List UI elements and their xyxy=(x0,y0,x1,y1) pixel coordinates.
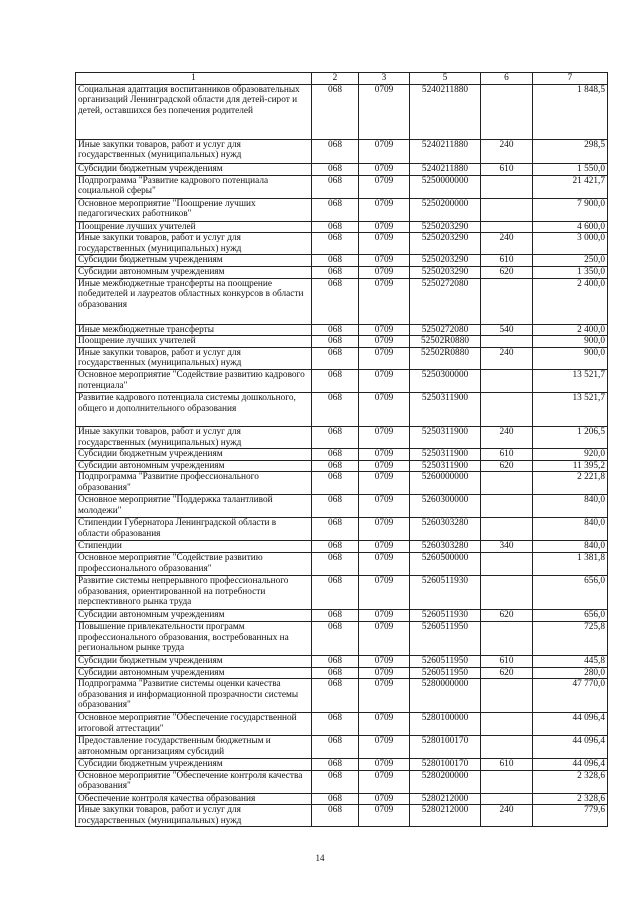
row-section-cell: 0709 xyxy=(359,278,410,324)
table-row xyxy=(76,426,608,448)
row-section-cell: 0709 xyxy=(359,575,410,609)
row-target-cell: 5250203290 xyxy=(410,255,481,267)
row-expense-type-cell xyxy=(481,793,533,805)
row-amount-cell: 1 848,5 xyxy=(533,84,608,139)
header-cell: 2 xyxy=(312,73,359,85)
row-target-cell: 5250300000 xyxy=(410,369,481,392)
row-section-cell: 0709 xyxy=(359,139,410,163)
row-code-cell: 068 xyxy=(312,759,359,771)
row-expense-type-cell: 610 xyxy=(481,449,533,461)
page-number: 14 xyxy=(315,853,325,863)
row-expense-type-cell xyxy=(481,552,533,575)
row-amount-cell: 840,0 xyxy=(533,541,608,553)
row-expense-type-cell xyxy=(481,336,533,348)
row-section-cell: 0709 xyxy=(359,221,410,233)
row-amount-cell: 1 206,5 xyxy=(533,426,608,448)
row-target-cell: 5240211880 xyxy=(410,139,481,163)
row-amount-cell: 840,0 xyxy=(533,518,608,541)
row-code-cell: 068 xyxy=(312,609,359,621)
table-row xyxy=(76,655,608,667)
table-row xyxy=(76,518,608,541)
row-name-cell: Основное мероприятие "Обеспечение контроля качества образования" xyxy=(76,770,312,793)
budget-table xyxy=(75,72,608,827)
table-row xyxy=(76,233,608,255)
row-section-cell: 0709 xyxy=(359,713,410,736)
row-expense-type-cell: 620 xyxy=(481,667,533,679)
header-cell: 5 xyxy=(410,73,481,85)
table-row xyxy=(76,324,608,336)
row-section-cell: 0709 xyxy=(359,793,410,805)
row-name-cell: Поощрение лучших учителей xyxy=(76,336,312,348)
row-name-cell: Стипендии Губернатора Ленинградской области в области образования xyxy=(76,518,312,541)
row-section-cell: 0709 xyxy=(359,759,410,771)
row-target-cell: 5260511930 xyxy=(410,609,481,621)
table-body xyxy=(76,84,608,827)
row-amount-cell: 2 328,6 xyxy=(533,770,608,793)
row-code-cell: 068 xyxy=(312,495,359,518)
row-section-cell: 0709 xyxy=(359,392,410,426)
row-section-cell: 0709 xyxy=(359,369,410,392)
row-target-cell: 5280200000 xyxy=(410,770,481,793)
table-row xyxy=(76,347,608,369)
row-expense-type-cell xyxy=(481,392,533,426)
row-expense-type-cell: 610 xyxy=(481,163,533,175)
row-target-cell: 5240211880 xyxy=(410,163,481,175)
row-amount-cell: 656,0 xyxy=(533,575,608,609)
row-target-cell: 5250203290 xyxy=(410,266,481,278)
row-name-cell: Субсидии автономным учреждениям xyxy=(76,667,312,679)
row-section-cell: 0709 xyxy=(359,667,410,679)
row-target-cell: 5260511950 xyxy=(410,655,481,667)
row-code-cell: 068 xyxy=(312,266,359,278)
row-name-cell: Субсидии бюджетным учреждениям xyxy=(76,163,312,175)
row-name-cell: Субсидии автономным учреждениям xyxy=(76,460,312,472)
row-expense-type-cell: 610 xyxy=(481,655,533,667)
row-target-cell: 5250311900 xyxy=(410,426,481,448)
row-code-cell: 068 xyxy=(312,336,359,348)
row-target-cell: 5250200000 xyxy=(410,198,481,221)
row-section-cell: 0709 xyxy=(359,426,410,448)
row-name-cell: Развитие системы непрерывного профессионального образования, ориентированной на потребности перспективного рынка труда xyxy=(76,575,312,609)
row-expense-type-cell xyxy=(481,679,533,713)
row-target-cell: 5260300000 xyxy=(410,495,481,518)
row-expense-type-cell: 620 xyxy=(481,460,533,472)
table-row xyxy=(76,175,608,198)
table-row xyxy=(76,541,608,553)
row-code-cell: 068 xyxy=(312,369,359,392)
table-row xyxy=(76,369,608,392)
row-amount-cell: 44 096,4 xyxy=(533,759,608,771)
row-expense-type-cell xyxy=(481,713,533,736)
row-name-cell: Социальная адаптация воспитанников образовательных организаций Ленинградской области для детей-сирот и детей, оставшихся без попечения родителей xyxy=(76,84,312,139)
row-name-cell: Обеспечение контроля качества образования xyxy=(76,793,312,805)
row-section-cell: 0709 xyxy=(359,347,410,369)
table-row xyxy=(76,139,608,163)
table-row xyxy=(76,495,608,518)
row-code-cell: 068 xyxy=(312,667,359,679)
row-expense-type-cell: 240 xyxy=(481,139,533,163)
row-section-cell: 0709 xyxy=(359,541,410,553)
table-row xyxy=(76,266,608,278)
table-row xyxy=(76,84,608,139)
row-amount-cell: 1 350,0 xyxy=(533,266,608,278)
row-amount-cell: 3 000,0 xyxy=(533,233,608,255)
row-code-cell: 068 xyxy=(312,679,359,713)
row-name-cell: Стипендии xyxy=(76,541,312,553)
row-section-cell: 0709 xyxy=(359,609,410,621)
row-code-cell: 068 xyxy=(312,770,359,793)
row-name-cell: Субсидии автономным учреждениям xyxy=(76,266,312,278)
row-target-cell: 52502R0880 xyxy=(410,347,481,369)
row-section-cell: 0709 xyxy=(359,552,410,575)
row-expense-type-cell: 240 xyxy=(481,805,533,827)
row-target-cell: 5260303280 xyxy=(410,518,481,541)
row-section-cell: 0709 xyxy=(359,336,410,348)
row-code-cell: 068 xyxy=(312,198,359,221)
row-target-cell: 5260511930 xyxy=(410,575,481,609)
row-code-cell: 068 xyxy=(312,84,359,139)
table-row xyxy=(76,667,608,679)
row-expense-type-cell xyxy=(481,198,533,221)
row-code-cell: 068 xyxy=(312,139,359,163)
row-target-cell: 5250311900 xyxy=(410,460,481,472)
row-name-cell: Иные закупки товаров, работ и услуг для государственных (муниципальных) нужд xyxy=(76,347,312,369)
header-cell: 7 xyxy=(533,73,608,85)
row-code-cell: 068 xyxy=(312,392,359,426)
row-code-cell: 068 xyxy=(312,221,359,233)
row-amount-cell: 298,5 xyxy=(533,139,608,163)
row-target-cell: 5240211880 xyxy=(410,84,481,139)
row-expense-type-cell xyxy=(481,621,533,655)
row-expense-type-cell: 620 xyxy=(481,609,533,621)
row-code-cell: 068 xyxy=(312,805,359,827)
row-expense-type-cell: 540 xyxy=(481,324,533,336)
row-name-cell: Поощрение лучших учителей xyxy=(76,221,312,233)
row-code-cell: 068 xyxy=(312,713,359,736)
row-name-cell: Иные межбюджетные трансферты xyxy=(76,324,312,336)
row-amount-cell: 840,0 xyxy=(533,495,608,518)
row-section-cell: 0709 xyxy=(359,460,410,472)
row-expense-type-cell: 340 xyxy=(481,541,533,553)
row-section-cell: 0709 xyxy=(359,495,410,518)
row-section-cell: 0709 xyxy=(359,679,410,713)
row-expense-type-cell: 240 xyxy=(481,233,533,255)
row-code-cell: 068 xyxy=(312,278,359,324)
header-cell: 6 xyxy=(481,73,533,85)
table-row xyxy=(76,805,608,827)
table-row xyxy=(76,472,608,495)
row-target-cell: 52502R0880 xyxy=(410,336,481,348)
row-expense-type-cell xyxy=(481,84,533,139)
row-name-cell: Подпрограмма "Развитие системы оценки качества образования и информационной прозрачности системы образования" xyxy=(76,679,312,713)
row-name-cell: Предоставление государственным бюджетным и автономным организациям субсидий xyxy=(76,736,312,759)
header-cell: 1 xyxy=(76,73,312,85)
row-target-cell: 5250203290 xyxy=(410,221,481,233)
table-row xyxy=(76,392,608,426)
table-row xyxy=(76,679,608,713)
row-expense-type-cell xyxy=(481,278,533,324)
table-row xyxy=(76,736,608,759)
row-section-cell: 0709 xyxy=(359,655,410,667)
row-name-cell: Основное мероприятие "Содействие развитию кадрового потенциала" xyxy=(76,369,312,392)
row-section-cell: 0709 xyxy=(359,621,410,655)
row-amount-cell: 725,8 xyxy=(533,621,608,655)
row-name-cell: Подпрограмма "Развитие профессионального образования" xyxy=(76,472,312,495)
row-expense-type-cell: 620 xyxy=(481,266,533,278)
row-amount-cell: 7 900,0 xyxy=(533,198,608,221)
row-amount-cell: 2 400,0 xyxy=(533,278,608,324)
row-name-cell: Иные межбюджетные трансферты на поощрение победителей и лауреатов областных конкурсов в области образования xyxy=(76,278,312,324)
row-section-cell: 0709 xyxy=(359,449,410,461)
row-expense-type-cell xyxy=(481,575,533,609)
table-row xyxy=(76,336,608,348)
row-target-cell: 5250311900 xyxy=(410,392,481,426)
row-amount-cell: 13 521,7 xyxy=(533,392,608,426)
row-amount-cell: 1 550,0 xyxy=(533,163,608,175)
row-code-cell: 068 xyxy=(312,736,359,759)
table-row xyxy=(76,609,608,621)
row-amount-cell: 900,0 xyxy=(533,336,608,348)
row-amount-cell: 656,0 xyxy=(533,609,608,621)
row-section-cell: 0709 xyxy=(359,770,410,793)
row-name-cell: Иные закупки товаров, работ и услуг для государственных (муниципальных) нужд xyxy=(76,233,312,255)
row-name-cell: Субсидии бюджетным учреждениям xyxy=(76,759,312,771)
row-code-cell: 068 xyxy=(312,324,359,336)
row-expense-type-cell: 610 xyxy=(481,759,533,771)
row-amount-cell: 2 221,8 xyxy=(533,472,608,495)
row-name-cell: Повышение привлекательности программ профессионального образования, востребованных на региональном рынке труда xyxy=(76,621,312,655)
row-name-cell: Основное мероприятие "Поддержка талантливой молодежи" xyxy=(76,495,312,518)
row-target-cell: 5250272080 xyxy=(410,278,481,324)
row-code-cell: 068 xyxy=(312,793,359,805)
row-expense-type-cell xyxy=(481,221,533,233)
row-expense-type-cell xyxy=(481,495,533,518)
row-target-cell: 5280100170 xyxy=(410,759,481,771)
row-amount-cell: 250,0 xyxy=(533,255,608,267)
row-name-cell: Развитие кадрового потенциала системы дошкольного, общего и дополнительного образования xyxy=(76,392,312,426)
row-target-cell: 5250311900 xyxy=(410,449,481,461)
table-row xyxy=(76,460,608,472)
row-amount-cell: 13 521,7 xyxy=(533,369,608,392)
row-code-cell: 068 xyxy=(312,472,359,495)
table-row xyxy=(76,449,608,461)
row-name-cell: Субсидии бюджетным учреждениям xyxy=(76,255,312,267)
row-name-cell: Основное мероприятие "Поощрение лучших педагогических работников" xyxy=(76,198,312,221)
row-name-cell: Основное мероприятие "Обеспечение государственной итоговой аттестации" xyxy=(76,713,312,736)
row-amount-cell: 1 381,8 xyxy=(533,552,608,575)
row-target-cell: 5280212000 xyxy=(410,805,481,827)
row-section-cell: 0709 xyxy=(359,84,410,139)
row-amount-cell: 47 770,0 xyxy=(533,679,608,713)
table-row xyxy=(76,552,608,575)
row-code-cell: 068 xyxy=(312,518,359,541)
row-section-cell: 0709 xyxy=(359,255,410,267)
row-amount-cell: 779,6 xyxy=(533,805,608,827)
row-amount-cell: 280,0 xyxy=(533,667,608,679)
row-name-cell: Иные закупки товаров, работ и услуг для государственных (муниципальных) нужд xyxy=(76,805,312,827)
row-target-cell: 5260511950 xyxy=(410,621,481,655)
row-name-cell: Субсидии бюджетным учреждениям xyxy=(76,655,312,667)
row-target-cell: 5260511950 xyxy=(410,667,481,679)
row-code-cell: 068 xyxy=(312,575,359,609)
row-expense-type-cell xyxy=(481,770,533,793)
row-name-cell: Иные закупки товаров, работ и услуг для государственных (муниципальных) нужд xyxy=(76,139,312,163)
row-target-cell: 5250000000 xyxy=(410,175,481,198)
row-code-cell: 068 xyxy=(312,552,359,575)
row-expense-type-cell xyxy=(481,736,533,759)
row-section-cell: 0709 xyxy=(359,472,410,495)
row-code-cell: 068 xyxy=(312,347,359,369)
row-section-cell: 0709 xyxy=(359,266,410,278)
row-expense-type-cell: 240 xyxy=(481,426,533,448)
table-row xyxy=(76,713,608,736)
row-target-cell: 5250203290 xyxy=(410,233,481,255)
row-amount-cell: 11 395,2 xyxy=(533,460,608,472)
row-target-cell: 5260500000 xyxy=(410,552,481,575)
row-section-cell: 0709 xyxy=(359,805,410,827)
table-row xyxy=(76,770,608,793)
table-header-row xyxy=(76,73,608,85)
row-expense-type-cell: 240 xyxy=(481,347,533,369)
row-amount-cell: 920,0 xyxy=(533,449,608,461)
table-row xyxy=(76,759,608,771)
row-expense-type-cell xyxy=(481,369,533,392)
row-name-cell: Основное мероприятие "Содействие развитию профессионального образования" xyxy=(76,552,312,575)
row-amount-cell: 2 400,0 xyxy=(533,324,608,336)
row-section-cell: 0709 xyxy=(359,736,410,759)
row-target-cell: 5280212000 xyxy=(410,793,481,805)
row-amount-cell: 900,0 xyxy=(533,347,608,369)
row-target-cell: 5280100170 xyxy=(410,736,481,759)
row-amount-cell: 44 096,4 xyxy=(533,736,608,759)
row-code-cell: 068 xyxy=(312,175,359,198)
row-expense-type-cell xyxy=(481,518,533,541)
row-section-cell: 0709 xyxy=(359,324,410,336)
row-code-cell: 068 xyxy=(312,460,359,472)
row-code-cell: 068 xyxy=(312,449,359,461)
table-row xyxy=(76,163,608,175)
table-row xyxy=(76,575,608,609)
table-row xyxy=(76,221,608,233)
row-name-cell: Субсидии бюджетным учреждениям xyxy=(76,449,312,461)
row-section-cell: 0709 xyxy=(359,233,410,255)
row-target-cell: 5280100000 xyxy=(410,713,481,736)
row-code-cell: 068 xyxy=(312,255,359,267)
row-section-cell: 0709 xyxy=(359,518,410,541)
row-amount-cell: 4 600,0 xyxy=(533,221,608,233)
row-target-cell: 5280000000 xyxy=(410,679,481,713)
row-amount-cell: 21 421,7 xyxy=(533,175,608,198)
row-expense-type-cell xyxy=(481,175,533,198)
row-section-cell: 0709 xyxy=(359,163,410,175)
row-code-cell: 068 xyxy=(312,621,359,655)
row-code-cell: 068 xyxy=(312,163,359,175)
table-row xyxy=(76,198,608,221)
row-name-cell: Иные закупки товаров, работ и услуг для государственных (муниципальных) нужд xyxy=(76,426,312,448)
row-code-cell: 068 xyxy=(312,426,359,448)
table-row xyxy=(76,278,608,324)
row-target-cell: 5250272080 xyxy=(410,324,481,336)
row-expense-type-cell xyxy=(481,472,533,495)
row-amount-cell: 445,8 xyxy=(533,655,608,667)
row-target-cell: 5260303280 xyxy=(410,541,481,553)
row-amount-cell: 2 328,6 xyxy=(533,793,608,805)
row-section-cell: 0709 xyxy=(359,175,410,198)
table-row xyxy=(76,793,608,805)
row-code-cell: 068 xyxy=(312,233,359,255)
row-section-cell: 0709 xyxy=(359,198,410,221)
row-expense-type-cell: 610 xyxy=(481,255,533,267)
row-name-cell: Субсидии автономным учреждениям xyxy=(76,609,312,621)
row-target-cell: 5260000000 xyxy=(410,472,481,495)
row-code-cell: 068 xyxy=(312,655,359,667)
table-row xyxy=(76,255,608,267)
row-amount-cell: 44 096,4 xyxy=(533,713,608,736)
row-code-cell: 068 xyxy=(312,541,359,553)
row-name-cell: Подпрограмма "Развитие кадрового потенциала социальной сферы" xyxy=(76,175,312,198)
table-row xyxy=(76,621,608,655)
header-cell: 3 xyxy=(359,73,410,85)
